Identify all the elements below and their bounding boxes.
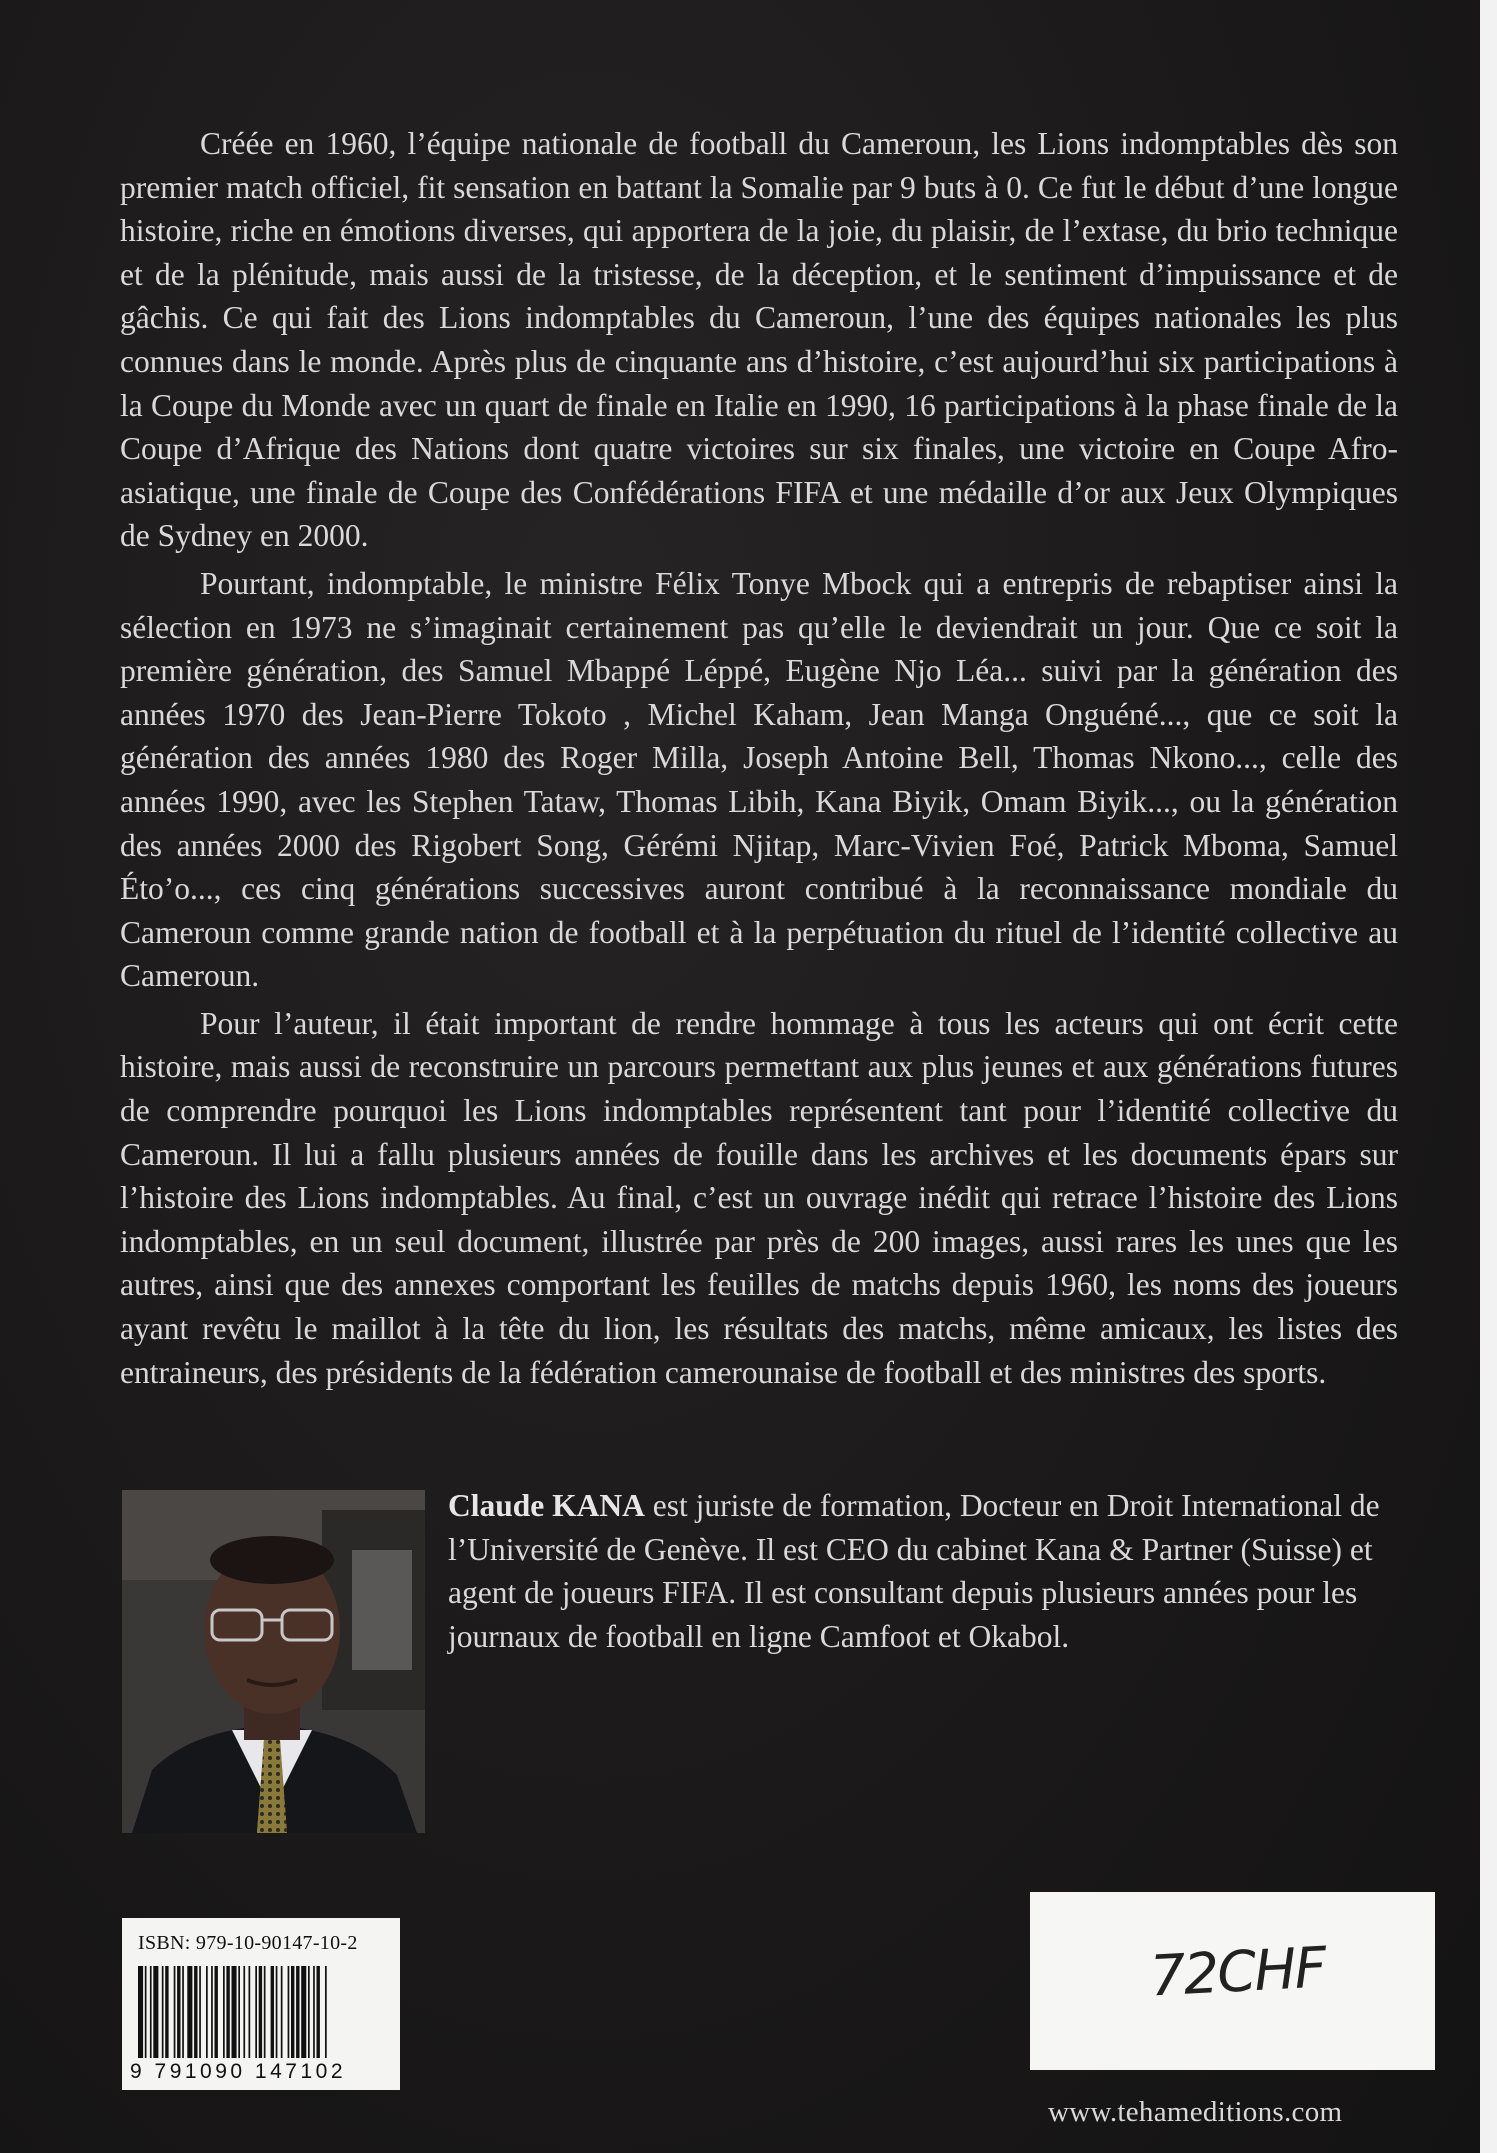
- barcode-bar: [259, 1966, 262, 2058]
- isbn-barcode-box: [122, 1918, 400, 2090]
- barcode-bar: [177, 1966, 180, 2058]
- barcode-bar: [162, 1966, 164, 2058]
- price-sticker: [1030, 1892, 1435, 2070]
- barcode-bar: [194, 1966, 197, 2058]
- author-bio: [448, 1484, 1398, 1658]
- barcode-bar: [150, 1966, 152, 2058]
- barcode-bar: [138, 1966, 143, 2058]
- blurb-paragraph-1: Créée en 1960, l’équipe nationale de football du Cameroun, les Lions indomptables dès son premier match officiel, fit sensation en battant la Somalie par 9 buts à 0. Ce fut le début d’une longue histoire, riche en émotions diverses, qui apportera de la joie, du plaisir, de l’extase, du brio technique et de la plénitude, mais aussi de la tristesse, de la déception, et le sentiment d’impuissance et de gâchis. Ce qui fait des Lions indomptables du Cameroun, l’une des équipes nationales les plus connues dans le monde. Après plus de cinquante ans d’histoire, c’est aujourd’hui six participations à la Coupe du Monde avec un quart de finale en Italie en 1990, 16 participations à la phase finale de la Coupe d’Afrique des Nations dont quatre victoires sur six finales, une victoire en Coupe Afro-asiatique, une finale de Coupe des Confédérations FIFA et une médaille d’or aux Jeux Olympiques de Sydney en 2000.: [120, 126, 1398, 554]
- barcode-bar: [296, 1966, 299, 2058]
- barcode-bar: [281, 1966, 283, 2058]
- barcode-bar: [271, 1966, 274, 2058]
- barcode-bar: [226, 1966, 229, 2058]
- barcode-bar: [255, 1966, 257, 2058]
- barcode-bar: [288, 1966, 290, 2058]
- barcode-bar: [308, 1966, 310, 2058]
- isbn-label: ISBN: 979-10-90147-10-2: [138, 1932, 358, 1954]
- barcode-bar: [199, 1966, 201, 2058]
- barcode-bar: [187, 1966, 192, 2058]
- author-name: Claude KANA: [448, 1488, 645, 1523]
- blurb-text: [120, 122, 1398, 1398]
- barcode-bar: [325, 1966, 327, 2058]
- barcode-bar: [276, 1966, 278, 2058]
- barcode-bar: [243, 1966, 245, 2058]
- barcode-bar: [211, 1966, 213, 2058]
- barcode-bar: [165, 1966, 168, 2058]
- author-photo: [122, 1490, 425, 1833]
- barcode-bar: [223, 1966, 225, 2058]
- barcode-number: 9 791090 147102: [130, 2060, 346, 2083]
- barcode-bar: [215, 1966, 218, 2058]
- barcode-bar: [206, 1966, 208, 2058]
- price-handwritten: 72CHF: [1148, 1935, 1327, 2010]
- author-bio-text: est juriste de formation, Docteur en Droit International de l’Université de Genève. Il est CEO du cabinet Kana & Partner (Suisse) et agent de joueurs FIFA. Il est consultant depuis plusieurs années pour les journaux de football en ligne Camfoot et Okabol.: [448, 1488, 1380, 1654]
- blurb-paragraph-3: Pour l’auteur, il était important de rendre hommage à tous les acteurs qui ont écrit cette histoire, mais aussi de reconstruire un parcours permettant aux plus jeunes et aux générations futures de comprendre pourquoi les Lions indomptables représentent tant pour l’identité collective du Cameroun. Il lui a fallu plusieurs années de fouille dans les archives et les documents épars sur l’histoire des Lions indomptables. Au final, c’est un ouvrage inédit qui retrace l’histoire des Lions indomptables, en un seul document, illustrée par près de 200 images, aussi rares les unes que les autres, ainsi que des annexes comportant les feuilles de matchs depuis 1960, les noms des joueurs ayant revêtu le maillot à la tête du lion, les résultats des matchs, même amicaux, les listes des entraineurs, des présidents de la fédération camerounaise de football et des ministres des sports.: [120, 1005, 1398, 1390]
- barcode-bar: [232, 1966, 237, 2058]
- barcode-bar: [301, 1966, 306, 2058]
- barcode-bar: [145, 1966, 147, 2058]
- barcode-bar: [317, 1966, 320, 2058]
- barcode-bar: [249, 1966, 251, 2058]
- barcode-bar: [174, 1966, 176, 2058]
- barcode-bar: [313, 1966, 315, 2058]
- scan-edge: [1480, 0, 1497, 2153]
- barcode-bar: [182, 1966, 184, 2058]
- barcode-bar: [291, 1966, 294, 2058]
- barcode-bar: [238, 1966, 240, 2058]
- blurb-paragraph-2: Pourtant, indomptable, le ministre Félix Tonye Mbock qui a entrepris de rebaptiser ainsi la sélection en 1973 ne s’imaginait certainement pas qu’elle le deviendrait un jour. Que ce soit la première génération, des Samuel Mbappé Léppé, Eugène Njo Léa... suivi par la génération des années 1970 des Jean-Pierre Tokoto , Michel Kaham, Jean Manga Onguéné..., que ce soit la génération des années 1980 des Roger Milla, Joseph Antoine Bell, Thomas Nkono..., celle des années 1990, avec les Stephen Tataw, Thomas Libih, Kana Biyik, Omam Biyik..., ou la génération des années 2000 des Rigobert Song, Gérémi Njitap, Marc-Vivien Foé, Patrick Mboma, Samuel Éto’o..., ces cinq générations successives auront contribué à la reconnaissance mondiale du Cameroun comme grande nation de football et à la perpétuation du rituel de l’identité collective au Cameroun.: [120, 565, 1398, 994]
- publisher-website: www.tehameditions.com: [1048, 2096, 1343, 2128]
- barcode-bar: [153, 1966, 158, 2058]
- barcode-bar: [264, 1966, 266, 2058]
- barcode: [136, 1966, 386, 2061]
